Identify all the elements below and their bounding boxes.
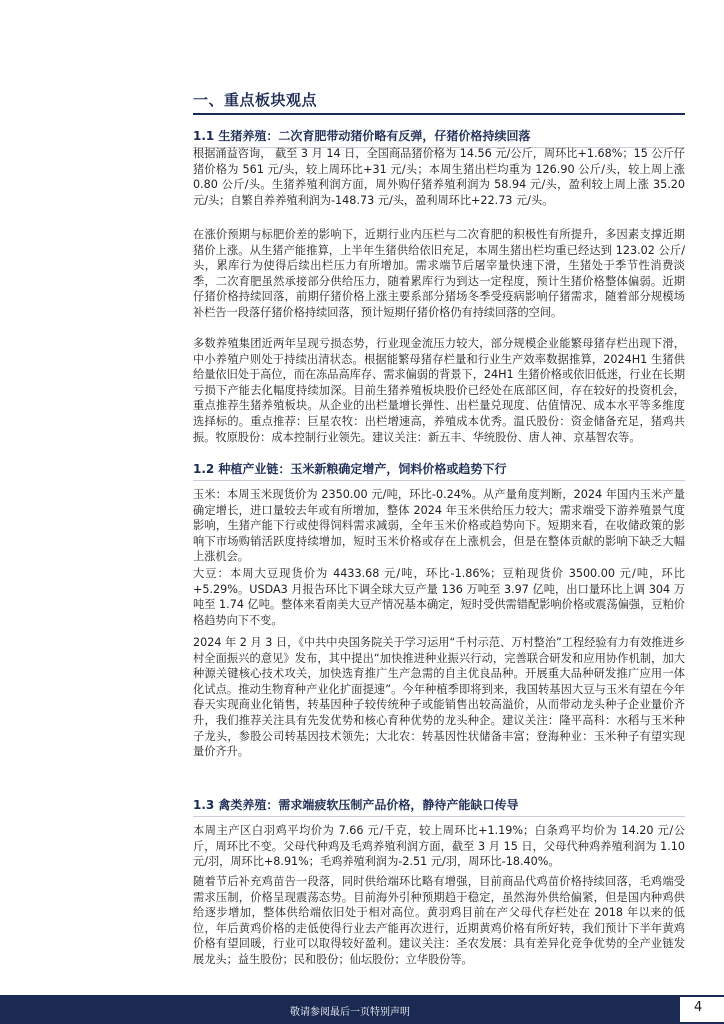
subsection-title-pig: 1.1 生猪养殖：二次育肥带动猪价略有反弹，仔猪价格持续回落 (193, 127, 685, 148)
section-title: 一、重点板块观点 (193, 91, 318, 109)
paragraph: 根据涌益咨询， 截至 3 月 14 日，全国商品猪价格为 14.56 元/公斤，周环比+1.68%；15 公斤仔猪价格为 561 元/头，较上周环比+31 元/头；本周生猪出栏均重为 126.90 公斤/头，较上周上涨 0.80 公斤/头。生猪养殖利润方面，周外购仔猪养殖利润为 58.94 元/头，盈利较上周上涨 35.20 元/头；自繁自养养殖利润为-148.73 元/头，盈利周环比+22.73 元/头。 (193, 147, 685, 207)
paragraph: 在涨价预期与标肥价差的影响下，近期行业内压栏与二次育肥的积极性有所提升，多因素支撑近期猪价上涨。从生猪产能推算，上半年生猪供给依旧充足，本周生猪出栏均重已经达到 123.02 公斤/头，累库行为使得后续出栏压力有所增加。需求端节后屠宰量快速下滑，生猪处于季节性消费淡季，二次育肥虽然承接部分供给压力，随着累库行为到达一定程度，预计生猪价格整体偏弱。近期仔猪价格持续回落，前期仔猪价格上涨主要系部分猪场冬季受疫病影响仔猪需求，随着部分规模场补栏告一段落仔猪价格持续回落，预计短期仔猪价格仍有持续回落的空间。 (193, 228, 685, 319)
paragraph: 多数养殖集团近两年呈现亏损态势，行业现金流压力较大，部分规模企业能繁母猪存栏出现下滑，中小养殖户则处于持续出清状态。根据能繁母猪存栏量和行业生产效率数据推算，2024H1 生猪供给量依旧处于高位，而在冻品高库存、需求偏弱的背景下，24H1 生猪价格或依旧低迷，行业在长期亏损下产能去化幅度持续加深。目前生猪养殖板块股价已经处在底部区间，存在较好的投资机会，重点推荐生猪养殖板块。从企业的出栏量增长弹性、出栏量兑现度、估值情况、成本水平等多维度选择标的。重点推荐：巨星农牧：出栏增速高，养殖成本优秀。温氏股份：资金储备充足，猪鸡共振。牧原股份：成本控制行业领先。建议关注：新五丰、华统股份、唐人神、京基智农等。 (193, 337, 686, 444)
section-divider (193, 113, 685, 115)
footer-disclaimer: 敬请参阅最后一页特别声明 (290, 1007, 410, 1018)
paragraph: 随着节后补充鸡苗告一段落，同时供给端环比略有增强，目前商品代鸡苗价格持续回落，毛鸡端受需求压制，价格呈现震荡态势。目前海外引种预期趋于稳定，虽然海外供给偏紧，但是国内种鸡供给逐步增加，整体供给端依旧处于相对高位。黄羽鸡目前在产父母代存栏处在 2018 年以来的低位，年后黄鸡价格的走低使得行业去产能再次进行，近期黄鸡价格有所好转，我们预计下半年黄鸡价格有望回暖，行业可以取得较好盈利。建议关注：圣农发展：具有差异化竞争优势的全产业链发展龙头；益生股份；民和股份；仙坛股份；立华股份等。 (193, 875, 685, 966)
paragraph: 玉米：本周玉米现货价为 2350.00 元/吨，环比-0.24%。从产量角度判断，2024 年国内玉米产量确定增长，进口量较去年或有所增加，整体 2024 年玉米供给压力较大；需求端受下游养殖景气度影响，生猪产能下行或使得饲料需求减弱，全年玉米价格或趋势向下。短期来看，在收储政策的影响下市场购销活跃度持续增加，短时玉米价格或存在上涨机会，但是在整体贡献的影响下缺乏大幅上涨机会。 (193, 488, 685, 564)
subsection-title-poultry: 1.3 禽类养殖：需求端疲软压制产品价格，静待产能缺口传导 (193, 796, 685, 817)
paragraph: 本周主产区白羽鸡平均价为 7.66 元/千克，较上周环比+1.19%；白条鸡平均价为 14.20 元/公斤，周环比不变。父母代种鸡及毛鸡养殖利润方面，截至 3 月 15 日，父母代种鸡养殖利润为 1.10 元/羽，周环比+8.91%；毛鸡养殖利润为-2.51 元/羽，周环比-18.40%。 (193, 824, 685, 869)
paragraph: 大豆：本周大豆现货价为 4433.68 元/吨，环比-1.86%；豆粕现货价 3500.00 元/吨，环比+5.29%。USDA3 月报告环比下调全球大豆产量 136 万吨至 3.97 亿吨，出口量环比上调 304 万吨至 1.74 亿吨。整体来看南美大豆产情况基本确定，短时受供需错配影响价格或震荡偏强，豆粕价格趋势向下不变。 (193, 567, 685, 627)
subsection-title-crops: 1.2 种植产业链：玉米新粮确定增产，饲料价格或趋势下行 (193, 460, 685, 481)
paragraph: 2024 年 2 月 3 日，《中共中央国务院关于学习运用“千村示范、万村整治”工程经验有力有效推进乡村全面振兴的意见》发布，其中提出“加快推进种业振兴行动，完善联合研发和应用协作机制，加大种源关键核心技术攻关，加快选育推广生产急需的自主优良品种。开展重大品种研发推广应用一体化试点。推动生物育种产业化扩面提速”。今年种植季即将到来，我国转基因大豆与玉米有望在今年春天实现商业化销售，转基因种子较传统种子或能销售出较高溢价，从而带动龙头种子企业量价齐升，我们推荐关注具有先发优势和核心育种优势的龙头种企。建议关注：隆平高科：水稻与玉米种子龙头，参股公司转基因技术领先；大北农：转基因性状储备丰富；登海种业：玉米种子有望实现量价齐升。 (193, 636, 685, 759)
page-number: 4 (694, 1000, 703, 1015)
